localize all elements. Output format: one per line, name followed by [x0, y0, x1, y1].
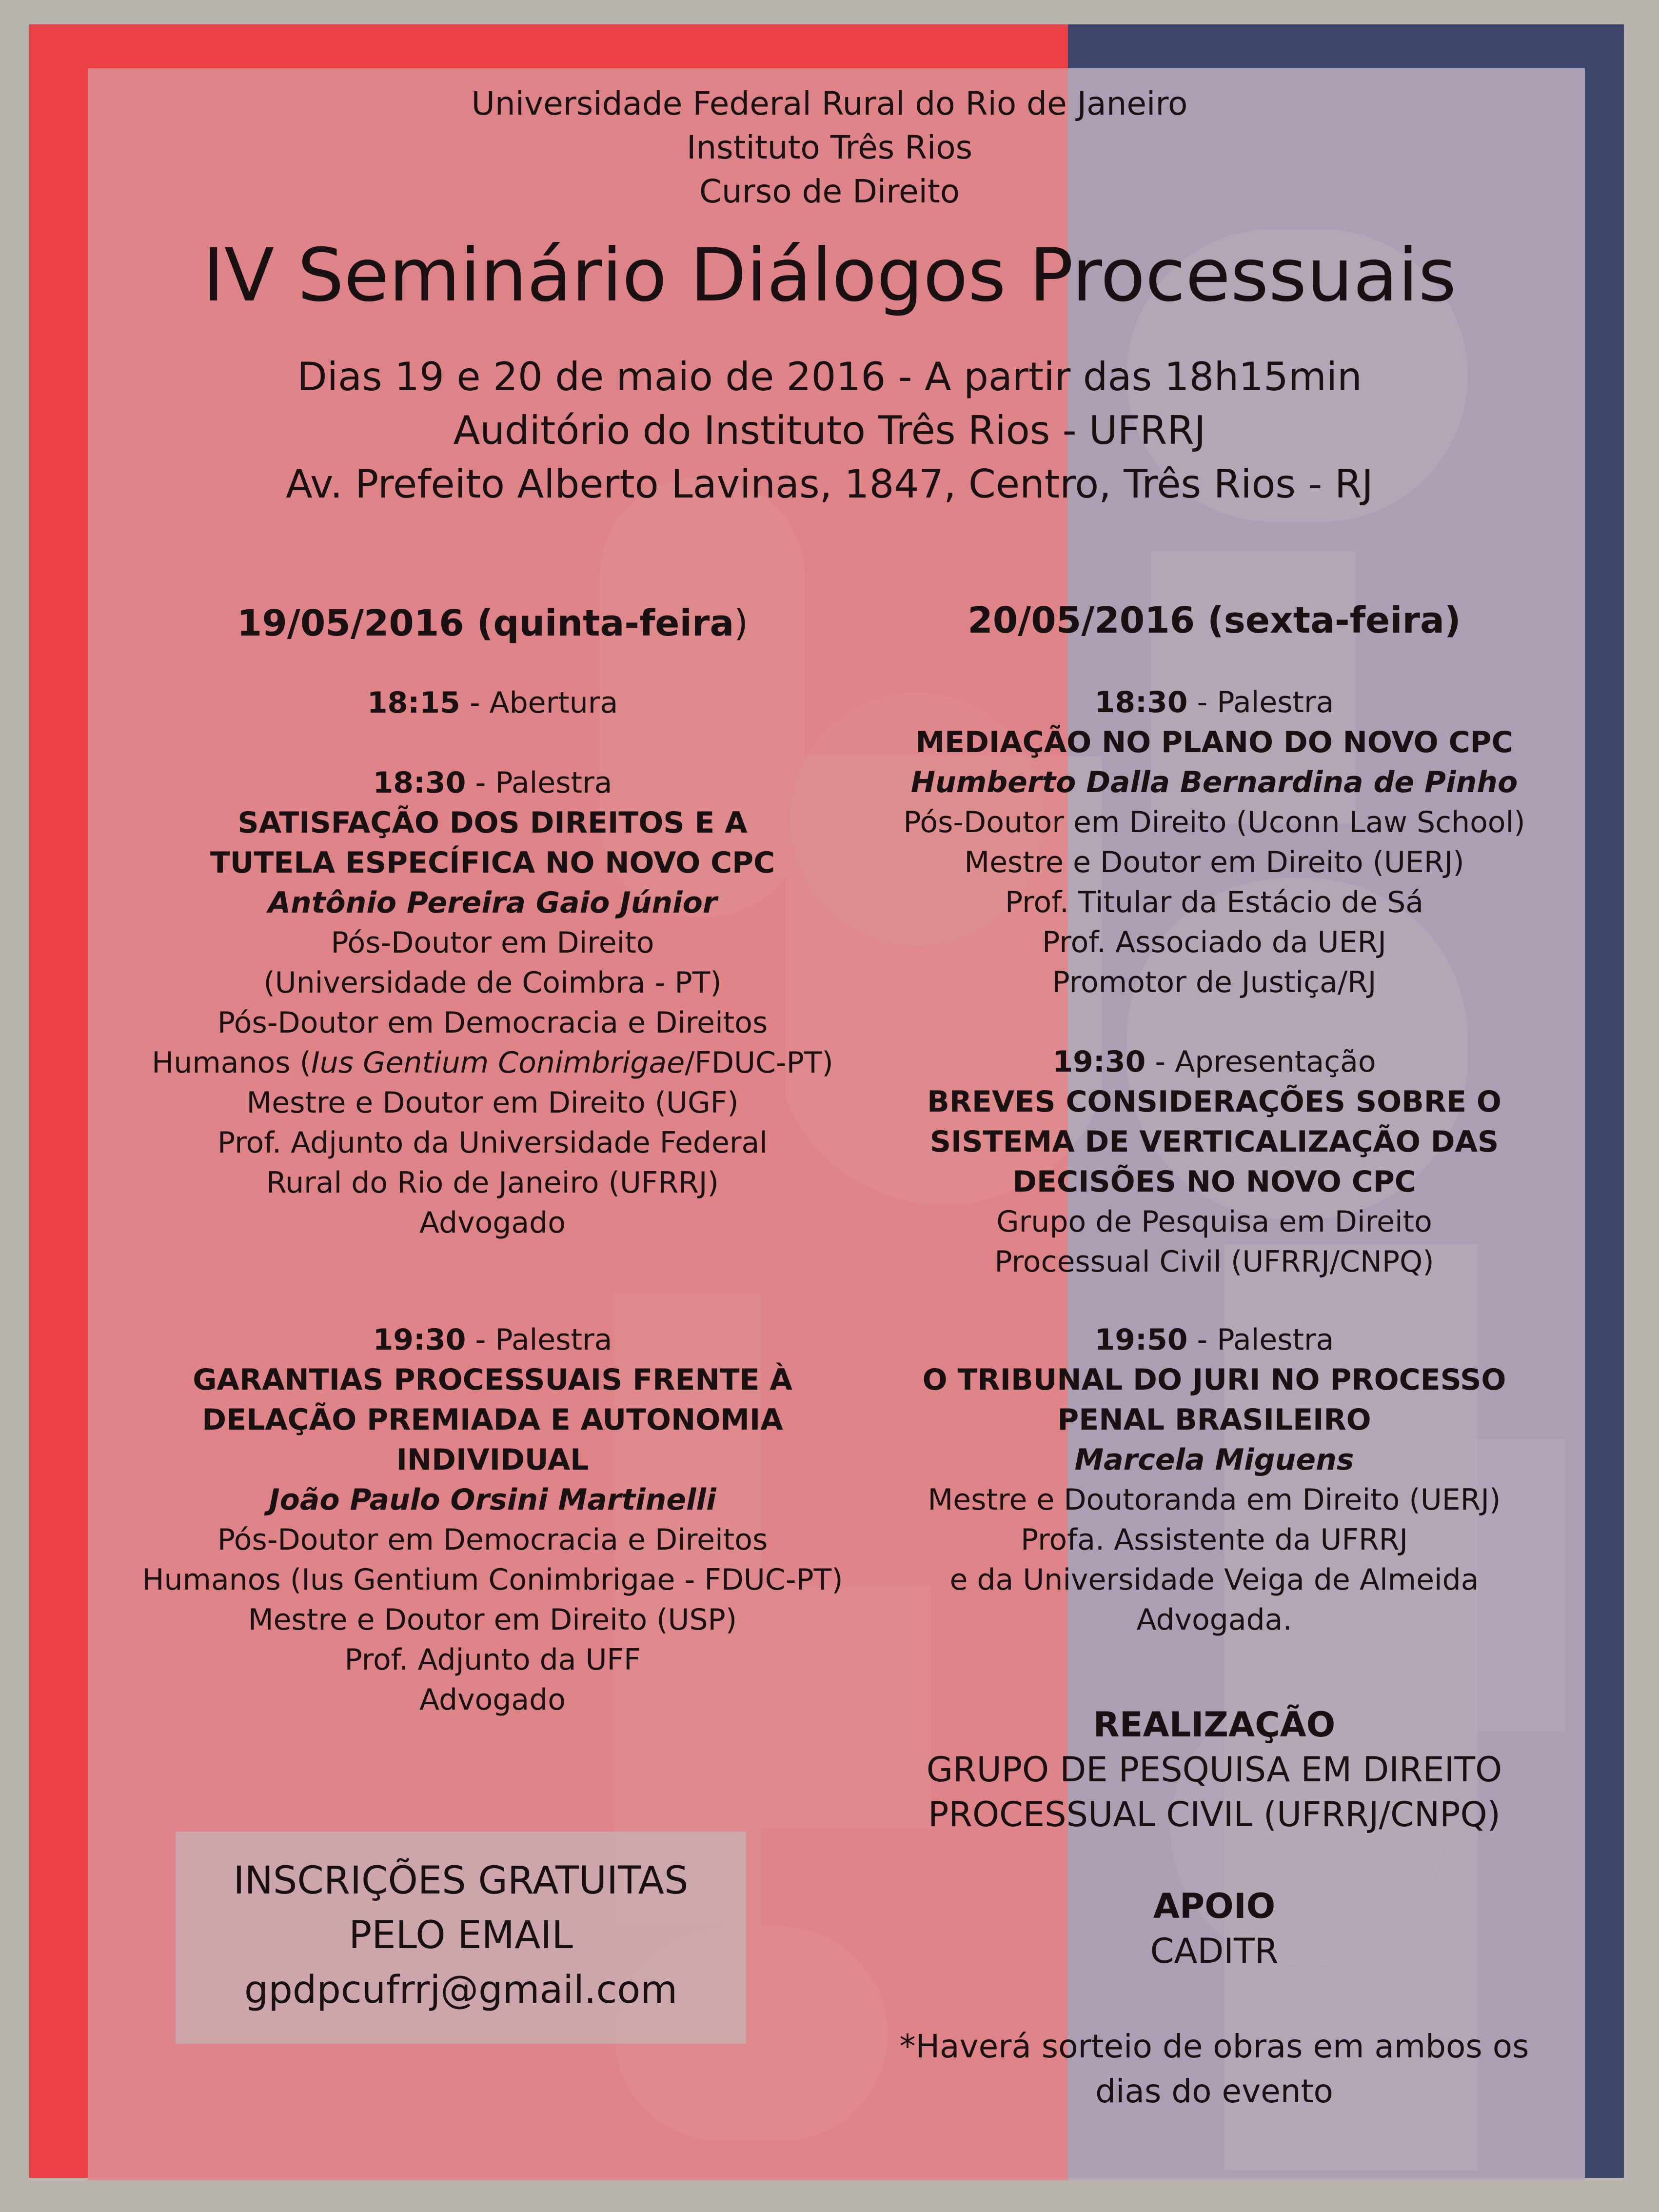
talk-title-line: DELAÇÃO PREMIADA E AUTONOMIA — [202, 1403, 783, 1437]
talk-title-line: TUTELA ESPECÍFICA NO NOVO CPC — [210, 846, 775, 880]
registration-email-link[interactable]: gpdpcufrrj@gmail.com — [244, 1968, 678, 2012]
day2-talk3: 19:50 - Palestra O TRIBUNAL DO JURI NO PROCESSO PENAL BRASILEIRO Marcela Miguens Mestre e Doutoranda em Direito (UERJ) Profa. Assistente da UFRRJ e da Universidade Veiga de Almeida Advogada. — [878, 1320, 1551, 1640]
speaker-name: Antônio Pereira Gaio Júnior — [268, 886, 717, 920]
support-section: APOIO CADITR — [878, 1884, 1551, 1973]
organizer-section: REALIZAÇÃO GRUPO DE PESQUISA EM DIREITO PROCESSUAL CIVIL (UFRRJ/CNPQ) — [878, 1702, 1551, 1837]
speaker-name: Marcela Miguens — [1074, 1443, 1354, 1477]
registration-line2: PELO EMAIL — [349, 1913, 573, 1957]
event-dates: Dias 19 e 20 de maio de 2016 - A partir das 18h15min — [297, 354, 1362, 399]
speaker-name: Humberto Dalla Bernardina de Pinho — [910, 765, 1518, 799]
day1-date: 19/05/2016 (quinta-feira) — [237, 602, 749, 644]
talk-title-line: BREVES CONSIDERAÇÕES SOBRE O — [927, 1085, 1501, 1119]
support-label: APOIO — [1153, 1886, 1276, 1926]
page-title: IV Seminário Diálogos Processuais — [202, 233, 1457, 318]
talk-title-line: O TRIBUNAL DO JURI NO PROCESSO — [922, 1363, 1506, 1397]
talk-title-line: SISTEMA DE VERTICALIZAÇÃO DAS — [929, 1125, 1499, 1159]
registration-line1: INSCRIÇÕES GRATUITAS — [233, 1859, 689, 1903]
day2-talk1: 18:30 - Palestra MEDIAÇÃO NO PLANO DO NOVO CPC Humberto Dalla Bernardina de Pinho Pós-Doutor em Direito (Uconn Law School) Mestre e Doutor em Direito (UERJ) Prof. Titular da Estácio de Sá Prof. Associado da UERJ Promotor de Justiça/RJ — [878, 682, 1551, 1002]
opening-time: 18:15 — [367, 686, 460, 720]
day2-date: 20/05/2016 (sexta-feira) — [968, 599, 1461, 641]
talk-title-line: DECISÕES NO NOVO CPC — [1012, 1165, 1416, 1199]
talk-title-line: INDIVIDUAL — [396, 1443, 589, 1477]
talk-title-line: GARANTIAS PROCESSUAIS FRENTE À — [193, 1363, 792, 1397]
talk-title-line: PENAL BRASILEIRO — [1057, 1403, 1371, 1437]
university-name: Universidade Federal Rural do Rio de Janeiro — [471, 85, 1188, 122]
organizer-label: REALIZAÇÃO — [1093, 1705, 1336, 1745]
day2-talk2: 19:30 - Apresentação BREVES CONSIDERAÇÕES SOBRE O SISTEMA DE VERTICALIZAÇÃO DAS DECISÕES NO NOVO CPC Grupo de Pesquisa em Direito Processual Civil (UFRRJ/CNPQ) — [878, 1042, 1551, 1282]
talk-title-line: MEDIAÇÃO NO PLANO DO NOVO CPC — [915, 725, 1513, 759]
raffle-note: *Haverá sorteio de obras em ambos os dias do evento — [899, 2028, 1529, 2110]
course-name: Curso de Direito — [699, 173, 960, 210]
day1-opening: 18:15 - Abertura — [367, 686, 618, 720]
day1-talk2: 19:30 - Palestra GARANTIAS PROCESSUAIS FRENTE À DELAÇÃO PREMIADA E AUTONOMIA INDIVIDUAL João Paulo Orsini Martinelli Pós-Doutor em Democracia e Direitos Humanos (Ius Gentium Conimbrigae - FDUC-PT) Mestre e Doutor em Direito (USP) Prof. Adjunto da UFF Advogado — [142, 1323, 843, 1717]
event-address: Av. Prefeito Alberto Lavinas, 1847, Centro, Três Rios - RJ — [285, 461, 1374, 507]
event-venue: Auditório do Instituto Três Rios - UFRRJ — [453, 408, 1206, 453]
talk-title-line: SATISFAÇÃO DOS DIREITOS E A — [237, 806, 748, 840]
day1-talk1: 18:30 - Palestra SATISFAÇÃO DOS DIREITOS E A TUTELA ESPECÍFICA NO NOVO CPC Antônio Pereira Gaio Júnior Pós-Doutor em Direito (Universidade de Coimbra - PT) Pós-Doutor em Democracia e Direitos Humanos (Ius Gentium Conimbrigae/FDUC-PT) Mestre e Doutor em Direito (UGF) Prof. Adjunto da Universidade Federal Rural do Rio de Janeiro (UFRRJ) Advogado — [141, 763, 844, 1243]
speaker-name: João Paulo Orsini Martinelli — [269, 1483, 716, 1517]
institute-name: Instituto Três Rios — [686, 129, 973, 166]
